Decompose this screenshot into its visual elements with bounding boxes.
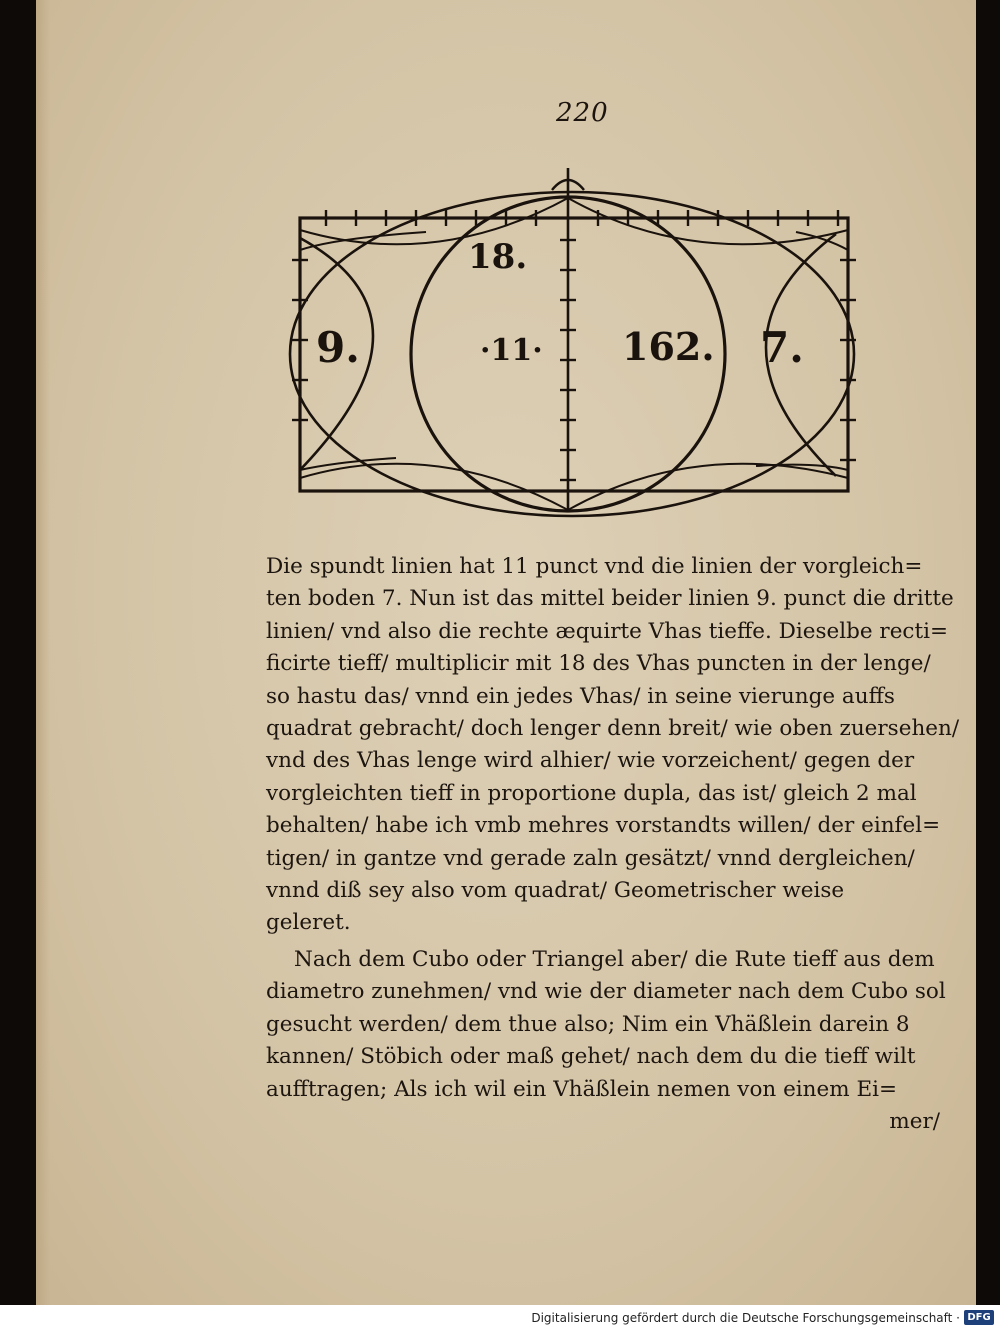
diagram-bottom-left-curve <box>300 464 568 510</box>
diagram-top-left-curve <box>300 198 568 244</box>
text-line: vnnd diß sey also vom quadrat/ Geometrischer weise <box>266 878 845 904</box>
text-line: Nach dem Cubo oder Triangel aber/ die Rute tieff aus dem <box>294 947 935 972</box>
footer-credit: Digitalisierung gefördert durch die Deutsche Forschungsgemeinschaft · <box>531 1311 960 1325</box>
diagram-top-right-curve <box>568 198 848 244</box>
barrel-gauging-diagram <box>36 0 976 540</box>
text-line: kannen/ Stöbich oder maß gehet/ nach dem du die tieff wilt <box>266 1044 916 1070</box>
catchword: mer/ <box>889 1109 940 1135</box>
text-line: diametro zunehmen/ vnd wie der diameter nach dem Cubo sol <box>266 979 946 1005</box>
diagram-bottom-right-curve <box>568 464 848 510</box>
text-line: Die spundt linien hat 11 punct vnd die linien der vorgleich= <box>266 554 923 579</box>
text-line: tigen/ in gantze vnd gerade zaln gesätzt/ vnnd dergleichen/ <box>266 845 915 871</box>
paragraph-2 <box>266 944 946 1138</box>
book-page <box>36 0 976 1305</box>
paragraph-1 <box>266 551 960 940</box>
diagram-label-left: 9. <box>316 323 360 372</box>
text-line: quadrat gebracht/ doch lenger denn breit/ wie oben zuersehen/ <box>266 716 960 742</box>
diagram-label-center: ·11· <box>480 333 543 368</box>
text-line: ten boden 7. Nun ist das mittel beider linien 9. punct die dritte <box>266 586 954 612</box>
diagram-right-top-arc <box>796 232 848 250</box>
text-line: ficirte tieff/ multiplicir mit 18 des Vhas puncten in der lenge/ <box>266 651 931 677</box>
page-number: 220 <box>556 98 609 128</box>
text-line: so hastu das/ vnnd ein jedes Vhas/ in seine vierunge auffs <box>266 683 895 709</box>
text-line: vnd des Vhas lenge wird alhier/ wie vorzeichent/ gegen der <box>266 748 915 774</box>
footer-bar <box>0 1305 1000 1330</box>
diagram-label-right: 7. <box>760 323 804 372</box>
diagram-label-right-center: 162. <box>622 324 715 369</box>
text-line: vorgleichten tieff in proportione dupla, das ist/ gleich 2 mal <box>266 780 917 806</box>
diagram-label-top: 18. <box>468 237 528 277</box>
text-line: linien/ vnd also die rechte æquirte Vhas tieffe. Dieselbe recti= <box>266 618 949 644</box>
text-line: aufftragen; Als ich wil ein Vhäßlein nemen von einem Ei= <box>266 1076 898 1102</box>
text-line: gesucht werden/ dem thue also; Nim ein Vhäßlein darein 8 <box>266 1011 910 1037</box>
text-line: geleret. <box>266 910 351 936</box>
text-line: behalten/ habe ich vmb mehres vorstandts willen/ der einfel= <box>266 813 941 839</box>
dfg-logo-icon: DFG <box>964 1310 994 1325</box>
